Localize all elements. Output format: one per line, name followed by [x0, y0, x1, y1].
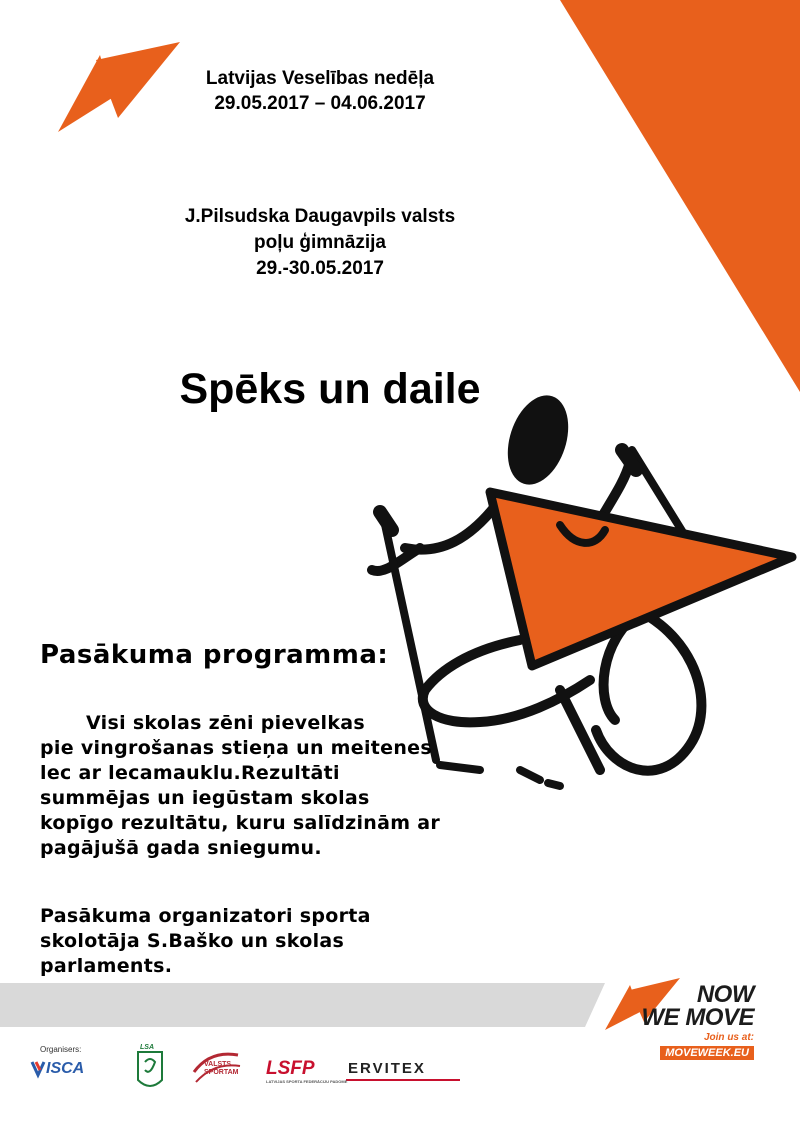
orange-triangle-torso	[490, 492, 792, 666]
sportam-label: SPORTAM	[204, 1069, 239, 1076]
corner-orange-triangle	[560, 0, 800, 392]
isca-logo-mark	[32, 1062, 44, 1075]
event-name: Latvijas Veselības nedēļa	[205, 68, 435, 89]
ervitex-logo: ERVITEX	[348, 1060, 426, 1077]
paragraph-line: parlaments.	[40, 955, 173, 977]
join-us-label: Join us at:	[703, 1032, 754, 1043]
moveweek-url: MOVEWEEK.EU	[660, 1046, 754, 1060]
school-name-line1: J.Pilsudska Daugavpils valsts	[184, 206, 456, 227]
lsa-logo-text: LSA	[140, 1044, 154, 1051]
paragraph-line: Visi skolas zēni pievelkas	[86, 712, 366, 734]
poster-title: Spēks un daile	[179, 365, 481, 413]
lsfp-logo: LSFP	[266, 1058, 315, 1079]
lsa-crest-logo	[138, 1052, 162, 1086]
paragraph-line: Pasākuma organizatori sporta	[40, 905, 371, 927]
paragraph-line: lec ar lecamauklu.Rezultāti	[40, 762, 340, 784]
we-move-label: WE MOVE	[641, 1004, 754, 1031]
paragraph-line: pie vingrošanas stieņa un meitenes	[40, 737, 432, 759]
school-event-dates: 29.-30.05.2017	[256, 258, 384, 279]
now-we-move-badge	[641, 983, 754, 1061]
paragraph-line: skolotāja S.Baško un skolas	[40, 930, 345, 952]
footer-grey-band	[0, 983, 605, 1027]
lsfp-subtitle: LATVIJAS SPORTA FEDERĀCIJU PADOME	[266, 1079, 348, 1084]
school-name-line2: poļu ģimnāzija	[254, 232, 386, 253]
event-header	[150, 66, 490, 116]
program-paragraph-2	[40, 904, 520, 979]
paragraph-line: pagājušā gada sniegumu.	[40, 837, 322, 859]
paragraph-line: kopīgo rezultātu, kuru salīdzinām ar	[40, 812, 441, 834]
school-block	[110, 204, 530, 282]
organisers-label: Organisers:	[40, 1045, 82, 1054]
program-heading: Pasākuma programma:	[40, 640, 389, 670]
valsts-sportam-logo	[204, 1061, 238, 1077]
paragraph-line: summējas un iegūstam skolas	[40, 787, 370, 809]
valsts-label: VALSTS	[204, 1061, 232, 1068]
isca-logo: ISCA	[46, 1060, 85, 1077]
program-paragraph-1	[40, 711, 520, 861]
event-dates: 29.05.2017 – 04.06.2017	[214, 93, 426, 114]
now-label: NOW	[696, 981, 754, 1008]
